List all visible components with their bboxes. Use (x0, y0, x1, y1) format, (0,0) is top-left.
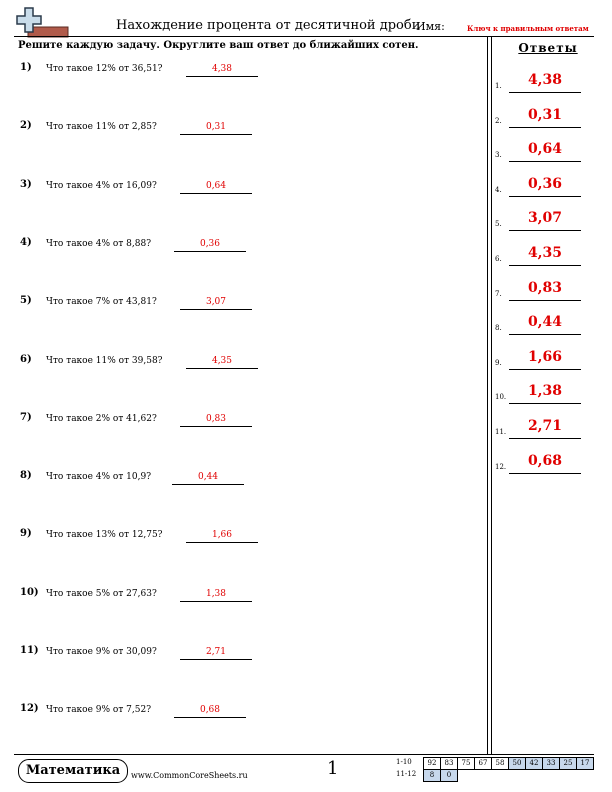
answer-key-value: 1,38 (527, 383, 563, 400)
score-cell: 58 (491, 757, 509, 770)
problem-question: Что такое 4% от 8,88? (46, 238, 152, 249)
problem-answer: 0,83 (205, 413, 227, 424)
answer-column-divider (491, 36, 492, 754)
answer-key-number: 9. (495, 358, 502, 367)
answer-key-value: 3,07 (527, 210, 563, 227)
answer-key-row (495, 349, 595, 371)
answer-key-row (495, 210, 595, 232)
answer-key-line (509, 369, 581, 370)
problem-question: Что такое 9% от 7,52? (46, 705, 152, 716)
answer-line (180, 134, 252, 135)
answer-key-value: 0,83 (527, 279, 563, 296)
problem-row (0, 528, 280, 548)
score-cell: 67 (474, 757, 492, 770)
score-row (424, 769, 458, 782)
problem-answer: 4,35 (211, 355, 233, 366)
problem-number: 4) (20, 236, 32, 248)
header-divider (14, 36, 594, 37)
answer-line (180, 426, 252, 427)
problem-question: Что такое 4% от 10,9? (46, 472, 152, 483)
answers-header: Ответы (518, 41, 578, 55)
worksheet-title: Нахождение процента от десятичной дроби (116, 18, 421, 33)
answer-key-line (509, 265, 581, 266)
answer-line (186, 76, 258, 77)
answer-key-row (495, 453, 595, 475)
problem-row (0, 237, 280, 257)
problem-number: 10) (20, 586, 39, 598)
answer-key-number: 11. (495, 428, 507, 436)
answer-key-number: 10. (495, 393, 507, 402)
problem-row (0, 62, 280, 82)
problem-answer: 1,66 (211, 530, 233, 541)
answer-key-number: 5. (495, 220, 502, 229)
problem-number: 6) (20, 353, 32, 365)
site-url: www.CommonCoreSheets.ru (131, 771, 248, 780)
problem-number: 12) (20, 703, 39, 715)
problem-question: Что такое 9% от 30,09? (46, 647, 157, 657)
score-cell: 50 (508, 757, 526, 770)
answer-key-value: 0,31 (527, 106, 563, 123)
problem-number: 8) (20, 470, 32, 482)
problem-row (0, 470, 280, 490)
problem-row (0, 645, 280, 665)
score-cell: 25 (559, 757, 577, 770)
problem-question: Что такое 13% от 12,75? (46, 530, 163, 541)
score-cell: 0 (440, 769, 458, 782)
problem-question: Что такое 7% от 43,81? (46, 297, 157, 308)
score-cell: 33 (542, 757, 560, 770)
problem-question: Что такое 2% от 41,62? (46, 413, 157, 424)
problem-question: Что такое 5% от 27,63? (46, 588, 157, 599)
answer-key-value: 0,68 (527, 452, 563, 469)
answer-key-line (509, 196, 581, 197)
answer-key-row (495, 383, 595, 405)
answer-line (186, 368, 258, 369)
score-cell: 83 (440, 757, 458, 770)
answer-key-number: 2. (495, 116, 502, 125)
answer-line (174, 717, 246, 718)
problem-question: Что такое 12% от 36,51? (46, 64, 163, 74)
answer-line (186, 542, 258, 543)
answer-key-line (509, 334, 581, 335)
answer-key-number: 8. (495, 324, 502, 333)
problem-row (0, 354, 280, 374)
answer-key-number: 12. (495, 462, 507, 471)
answer-key-row (495, 141, 595, 163)
problem-number: 9) (20, 528, 32, 540)
answer-key-line (509, 403, 581, 404)
answer-key-row (495, 418, 595, 440)
problem-answer: 2,71 (205, 647, 227, 657)
answer-key-line (509, 127, 581, 128)
plus-logo-icon (14, 6, 70, 40)
answer-key-value: 0,64 (527, 141, 563, 158)
answer-key-number: 1. (495, 82, 502, 90)
answer-key-row (495, 107, 595, 129)
problem-question: Что такое 11% от 2,85? (46, 122, 157, 133)
answer-key-row (495, 314, 595, 336)
answer-key-line (509, 92, 581, 93)
problem-number: 1) (20, 62, 32, 73)
answer-line (180, 659, 252, 660)
problem-number: 7) (20, 411, 32, 423)
problem-number: 11) (20, 645, 39, 656)
answer-column-divider (487, 36, 488, 754)
score-range-label: 1-10 (396, 758, 412, 766)
answer-key-row (495, 245, 595, 267)
footer-divider (14, 754, 594, 755)
problem-answer: 0,36 (199, 238, 221, 249)
answer-key-row (495, 72, 595, 94)
problem-row (0, 412, 280, 432)
answer-key-number: 3. (495, 151, 502, 160)
problem-number: 3) (20, 178, 32, 190)
page-number: 1 (327, 758, 339, 779)
answer-line (180, 309, 252, 310)
answer-key-line (509, 230, 581, 231)
problem-number: 2) (20, 120, 32, 132)
problem-answer: 0,68 (199, 705, 221, 716)
problem-question: Что такое 11% от 39,58? (46, 355, 163, 366)
answer-key-number: 4. (495, 185, 502, 194)
problem-answer: 0,64 (205, 180, 227, 191)
answer-key-number: 7. (495, 289, 502, 298)
answer-line (180, 601, 252, 602)
score-cell: 92 (423, 757, 441, 770)
problem-answer: 0,31 (205, 122, 227, 133)
problem-row (0, 703, 280, 723)
answer-key-line (509, 438, 581, 439)
score-range-label: 11-12 (396, 770, 417, 778)
answer-key-value: 0,44 (527, 314, 563, 331)
problem-number: 5) (20, 295, 32, 307)
answer-key-value: 2,71 (527, 418, 563, 434)
answer-key-value: 4,38 (527, 72, 563, 88)
problem-row (0, 120, 280, 140)
answer-key-row (495, 176, 595, 198)
problem-answer: 0,44 (197, 472, 219, 483)
answer-key-value: 1,66 (527, 348, 563, 365)
answer-line (174, 251, 246, 252)
score-cell: 8 (423, 769, 441, 782)
problem-answer: 4,38 (211, 64, 233, 74)
instructions: Решите каждую задачу. Округлите ваш ответ до ближайших сотен. (18, 40, 419, 51)
name-label: Имя: (416, 20, 445, 33)
answer-key-value: 4,35 (527, 245, 563, 261)
problem-question: Что такое 4% от 16,09? (46, 180, 157, 191)
problem-answer: 1,38 (205, 588, 227, 599)
brand-logo: Математика (18, 759, 128, 783)
problem-row (0, 295, 280, 315)
problem-row (0, 587, 280, 607)
answer-key-line (509, 161, 581, 162)
answer-key-line (509, 300, 581, 301)
problem-row (0, 179, 280, 199)
problem-answer: 3,07 (205, 297, 227, 308)
score-cell: 17 (576, 757, 594, 770)
answer-key-line (509, 473, 581, 474)
answer-key-label: Ключ к правильным ответам (467, 24, 589, 33)
answer-key-row (495, 280, 595, 302)
score-cell: 42 (525, 757, 543, 770)
answer-line (180, 193, 252, 194)
score-cell: 75 (457, 757, 475, 770)
answer-line (172, 484, 244, 485)
answer-key-value: 0,36 (527, 175, 563, 192)
answer-key-number: 6. (495, 255, 502, 263)
